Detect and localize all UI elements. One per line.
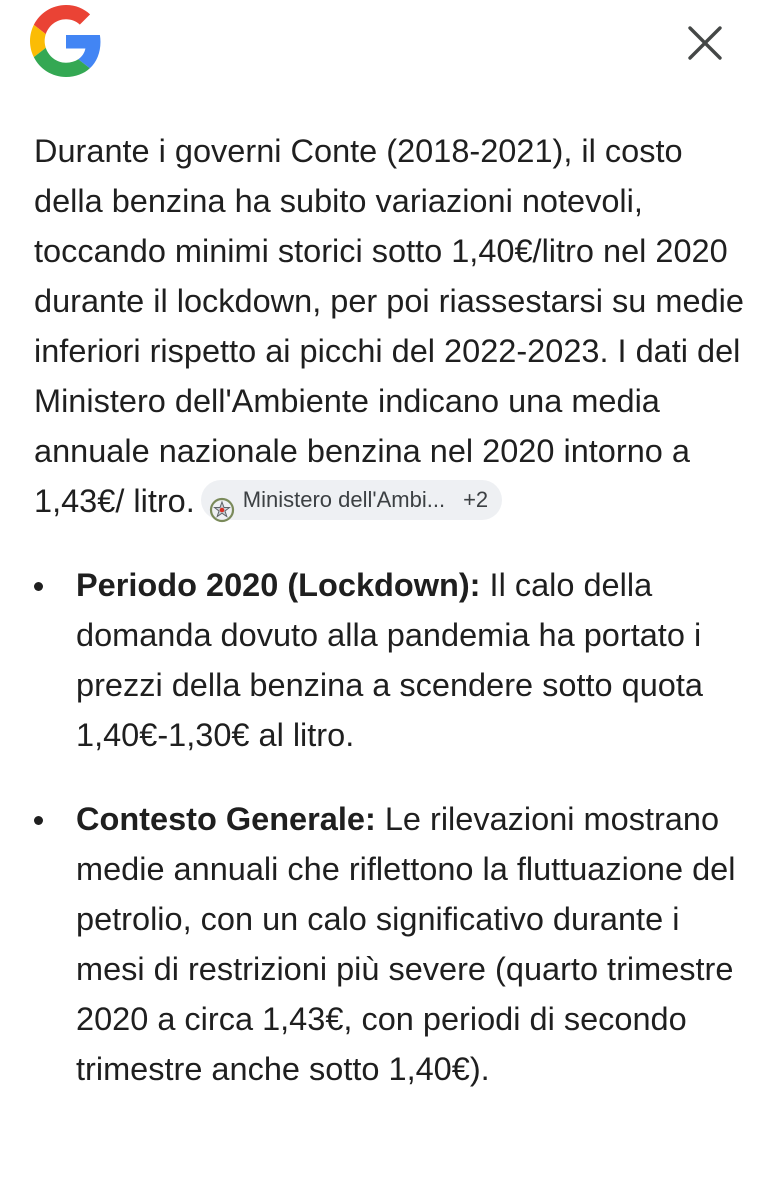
source-chip-label: Ministero dell'Ambi... [242, 487, 446, 513]
source-chip[interactable] [201, 480, 502, 520]
close-button[interactable] [680, 18, 730, 68]
top-bar [0, 0, 784, 100]
source-chip-count: +2 [463, 487, 489, 513]
google-g-logo-icon[interactable] [30, 5, 102, 77]
list-item [34, 794, 750, 1094]
bullet-dot [34, 582, 43, 591]
bullet-list [34, 560, 750, 1094]
bullet-dot [34, 816, 43, 825]
list-item [34, 560, 750, 760]
answer-paragraph [34, 126, 750, 526]
ai-answer [34, 126, 750, 1094]
bullet-title: Contesto Generale: [76, 801, 376, 837]
italian-republic-emblem-icon [209, 487, 235, 513]
answer-text: Durante i governi Conte (2018-2021), il costo della benzina ha subito variazioni notevoli, toccando minimi storici sotto 1,40€/litro nel 2020 durante il lockdown, per poi riassestarsi su medie inferiori rispetto ai picchi del 2022-2023. I dati del Ministero dell'Ambiente indicano una media annuale nazionale benzina nel 2020 intorno a 1,43€/ litro. [34, 133, 744, 519]
close-icon [686, 24, 724, 62]
bullet-text: Il calo della domanda dovuto alla pandemia ha portato i prezzi della benzina a scendere sotto quota 1,40€-1,30€ al litro. [76, 567, 703, 753]
bullet-title: Periodo 2020 (Lockdown): [76, 567, 481, 603]
bullet-text: Le rilevazioni mostrano medie annuali che riflettono la fluttuazione del petrolio, con un calo significativo durante i mesi di restrizioni più severe (quarto trimestre 2020 a circa 1,43€, con periodi di secondo trimestre anche sotto 1,40€). [76, 801, 736, 1087]
